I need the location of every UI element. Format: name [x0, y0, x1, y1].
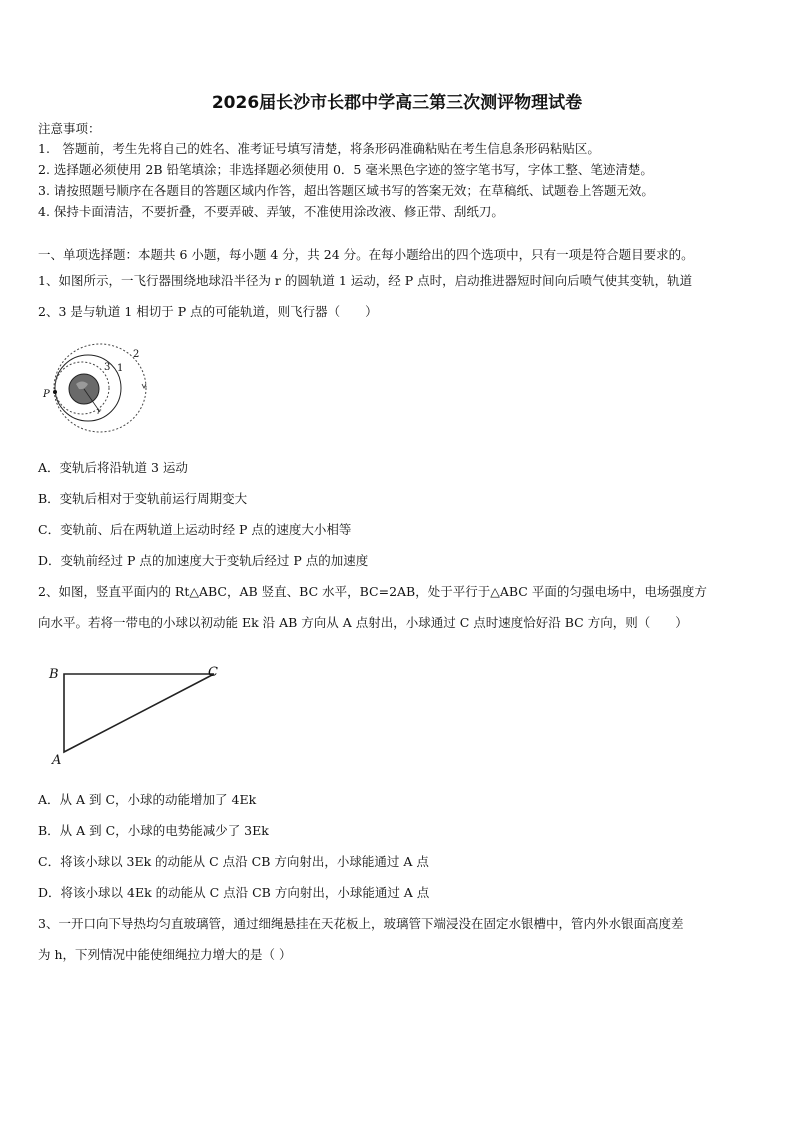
- arrow-icon: [142, 384, 146, 388]
- q2-stem-line2: 向水平。若将一带电的小球以初动能 Ek 沿 AB 方向从 A 点射出，小球通过 C 点时速度恰好沿 BC 方向，则（ ）: [38, 615, 688, 630]
- q2-option-a: A．从 A 到 C，小球的动能增加了 4Ek: [38, 792, 257, 807]
- label-c: C: [208, 665, 218, 680]
- notice-item: 3. 请按照题号顺序在各题目的答题区域内作答，超出答题区域书写的答案无效；在草稿纸、试题卷上答题无效。: [38, 183, 654, 198]
- notice-heading: 注意事项：: [38, 121, 101, 136]
- q1-stem-line1: 1、如图所示，一飞行器围绕地球沿半径为 r 的圆轨道 1 运动，经 P 点时，启动推进器短时间向后喷气使其变轨，轨道: [38, 273, 693, 288]
- label-orbit-1: 1: [117, 363, 124, 374]
- q2-option-c: C．将该小球以 3Ek 的动能从 C 点沿 CB 方向射出，小球能通过 A 点: [38, 854, 429, 869]
- q3-stem-line1: 3、一开口向下导热均匀直玻璃管，通过细绳悬挂在天花板上，玻璃管下端浸没在固定水银槽中，管内外水银面高度差: [38, 916, 684, 931]
- notice-item: 2. 选择题必须使用 2B 铅笔填涂；非选择题必须使用 0．5 毫米黑色字迹的签字笔书写，字体工整、笔迹清楚。: [38, 162, 653, 177]
- notice-item: 1. 答题前，考生先将自己的姓名、准考证号填写清楚，将条形码准确粘贴在考生信息条形码粘贴区。: [38, 141, 600, 156]
- point-p-dot: [53, 390, 57, 394]
- label-p: P: [43, 389, 50, 400]
- q2-triangle-figure: [44, 656, 224, 768]
- q2-option-b: B．从 A 到 C，小球的电势能减少了 3Ek: [38, 823, 269, 838]
- q1-option-a: A．变轨后将沿轨道 3 运动: [38, 460, 188, 475]
- q2-stem-line1: 2、如图，竖直平面内的 Rt△ABC，AB 竖直、BC 水平，BC=2AB，处于平行于△ABC 平面的匀强电场中，电场强度方: [38, 584, 707, 599]
- page-title: 2026届长沙市长郡中学高三第三次测评物理试卷: [211, 93, 583, 113]
- q1-stem-line2: 2、3 是与轨道 1 相切于 P 点的可能轨道，则飞行器（ ）: [38, 304, 378, 319]
- label-b: B: [49, 667, 59, 682]
- section-heading: 一、单项选择题：本题共 6 小题，每小题 4 分，共 24 分。在每小题给出的四个选项中，只有一项是符合题目要求的。: [38, 247, 694, 262]
- notice-item: 4. 保持卡面清洁，不要折叠，不要弄破、弄皱，不准使用涂改液、修正带、刮纸刀。: [38, 204, 504, 219]
- q1-option-d: D．变轨前经过 P 点的加速度大于变轨后经过 P 点的加速度: [38, 553, 369, 568]
- q3-stem-line2: 为 h，下列情况中能使细绳拉力增大的是（ ）: [38, 947, 292, 962]
- triangle-abc: [64, 674, 214, 752]
- label-orbit-3: 3: [104, 362, 111, 373]
- label-r: r: [97, 407, 101, 416]
- label-a: A: [52, 753, 62, 768]
- label-orbit-2: 2: [133, 349, 140, 360]
- q1-option-b: B．变轨后相对于变轨前运行周期变大: [38, 491, 248, 506]
- q2-option-d: D．将该小球以 4Ek 的动能从 C 点沿 CB 方向射出，小球能通过 A 点: [38, 885, 430, 900]
- q1-orbit-figure: [38, 340, 158, 436]
- q1-option-c: C．变轨前、后在两轨道上运动时经 P 点的速度大小相等: [38, 522, 352, 537]
